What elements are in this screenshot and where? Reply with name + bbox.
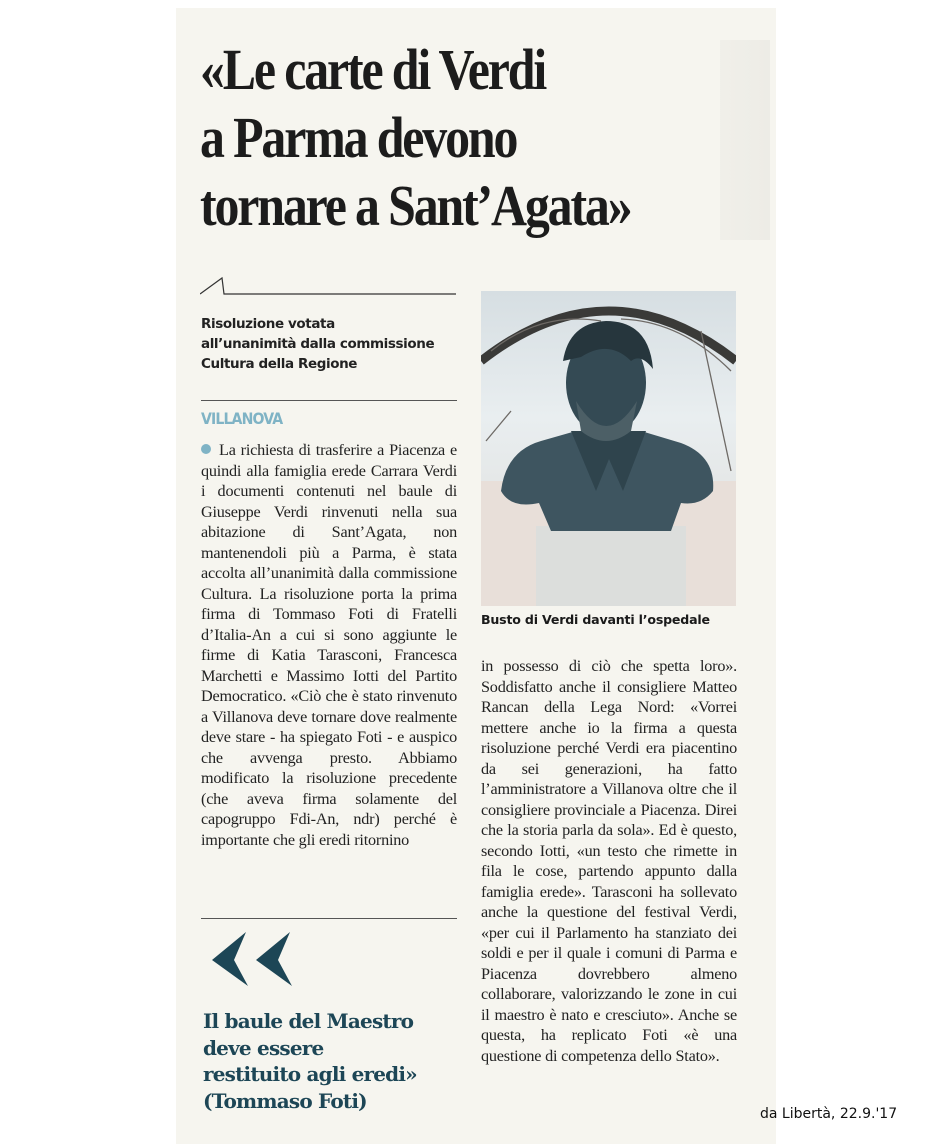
pull-quote-line: deve essere [203, 1035, 324, 1060]
divider [201, 918, 457, 919]
kicker-subheadline [201, 314, 461, 374]
verdi-bust-photo [481, 291, 736, 606]
kicker-line: all’unanimità dalla commissione [201, 336, 435, 352]
headline-line: tornare a Sant’Agata» [200, 173, 631, 238]
kicker-line: Risoluzione votata [201, 316, 335, 332]
pull-quote-line: (Tommaso Foti) [203, 1088, 367, 1113]
body-text: La richiesta di trasferire a Piacenza e quindi alla famiglia erede Carrara Verdi i documenti contenuti nel baule di Giuseppe Verdi rinvenuti nella sua abitazione di Sant’Agata, non mantenendoli più a Parma, è stata accolta all’unanimità dalla commissione Cultura. La risoluzione porta la prima firma di Tommaso Foti di Fratelli d’Italia-An a cui si sono aggiunte le firme di Katia Tarasconi, Francesca Marchetti e Massimo Iotti del Partito Democratico. «Ciò che è stato rinvenuto a Villanova deve tornare dove realmente deve stare - ha spiegato Foti - e auspico che avvenga presto. Abbiamo modificato la risoluzione precedente (che aveva firma solamente del capogruppo Fdi-An, ndr) perché è importante che gli eredi ritornino [201, 441, 457, 849]
divider [201, 400, 457, 401]
source-note: da Libertà, 22.9.'17 [760, 1106, 898, 1122]
bust-illustration [481, 291, 736, 606]
headline [200, 36, 682, 240]
headline-line: a Parma devono [200, 105, 517, 170]
quote-mark-icon [210, 932, 294, 986]
pull-quote-line: Il baule del Maestro [203, 1009, 414, 1033]
dateline-location: VILLANOVA [201, 409, 283, 428]
body-text: in possesso di ciò che spetta loro». Soddisfatto anche il consigliere Matteo Rancan della Lega Nord: «Vorrei mettere anche io la firma a questa risoluzione perché Verdi era piacentino da sei generazioni, ha fatto l’amministratore a Villanova oltre che il consigliere provinciale a Piacenza. Direi che la storia parla da sola». Ed è questo, secondo Iotti, «un testo che rimette in fila le cose, partendo appunto dalla famiglia erede». Tarasconi ha sollevato anche la questione del festival Verdi, «per cui il Parlamento ha stanziato dei soldi e per il quale i comuni di Parma e Piacenza dovrebbero almeno collaborare, valorizzando le zone in cui il maestro è nato e cresciuto». Anche se questa, ha replicato Foti «è una questione di competenza dello Stato». [481, 657, 737, 1065]
kicker-line: Cultura della Regione [201, 356, 358, 372]
bullet-dot-icon [201, 444, 211, 454]
photo-caption: Busto di Verdi davanti l’ospedale [481, 612, 710, 627]
headline-line: «Le carte di Verdi [200, 37, 546, 102]
body-column-1 [201, 440, 457, 850]
section-mark-icon [200, 276, 456, 296]
body-column-2 [481, 656, 737, 1066]
pull-quote [203, 1008, 473, 1114]
bleed-through-text [720, 40, 770, 240]
pull-quote-line: restituito agli eredi» [203, 1062, 417, 1086]
